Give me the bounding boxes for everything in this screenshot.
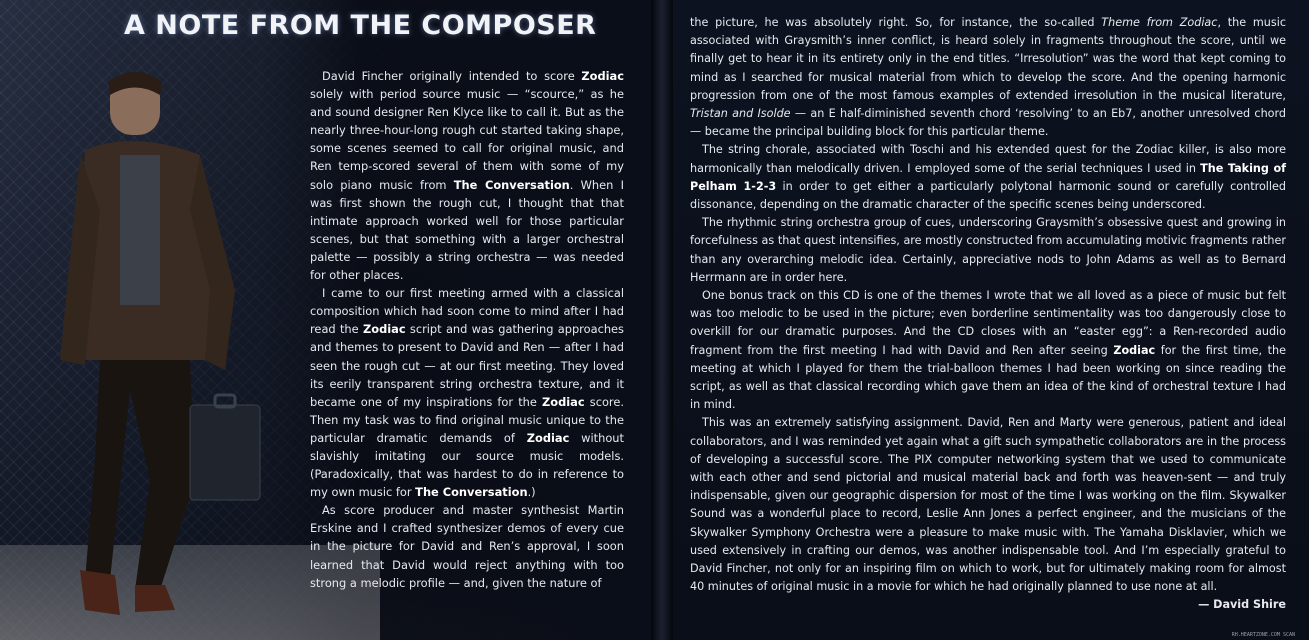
bold-title: The Conversation	[415, 485, 528, 500]
signature: — David Shire	[1198, 597, 1286, 611]
page-title: A NOTE FROM THE COMPOSER	[124, 10, 597, 41]
italic-title: Tristan and Isolde	[690, 107, 791, 121]
bold-title: Zodiac	[362, 322, 406, 337]
bold-title: The Taking of Pelham 1-2-3	[690, 161, 1286, 193]
right-column-text	[690, 14, 1286, 614]
italic-title: Theme from Zodiac	[1101, 16, 1218, 29]
booklet-spine	[651, 0, 673, 640]
composer-photo-figure	[40, 60, 280, 620]
paragraph: This was an extremely satisfying assignment. David, Ren and Marty were generous, patient and ideal collaborators, and I was reminded yet again what a gift such sympathetic collaborators are in the process of developing a successful score. The PIX computer networking system that we used to communicate with each other and send pictorial and musical material back and forth was heaven-sent — and truly indispensable, given our geographic dispersion for most of the time I was working on the film. Skywalker Sound was a wonderful place to record, Leslie Ann Jones a perfect engineer, and the musicians of the Skywalker Symphony Orchestra were a pleasure to make music with. The Yamaha Disklavier, which we used extensively in crafting our demos, was another indispensable tool. And I’m especially grateful to David Fincher, not only for an inspiring film on which to work, but for ultimately making room for almost 40 minutes of original music in a movie for which he had originally planned to use none at all.	[690, 416, 1286, 594]
left-column-text	[310, 67, 624, 592]
bold-title: Zodiac	[1113, 343, 1156, 357]
paragraph: As score producer and master synthesist Martin Erskine and I crafted synthesizer demos of every cue in the picture for David and Ren’s approval, I soon learned that David would reject anything with too strong a melodic profile — and, given the nature of	[310, 503, 624, 590]
paragraph: One bonus track on this CD is one of the themes I wrote that we all loved as a piece of music but felt was too melodic to be used in the picture; even borderline sentimentality was too dangerously close to overkill for our dramatic purposes. And the CD closes with an “easter egg”: a Ren-recorded audio fragment from the first meeting I had with David and Ren after seeing Zodiac for the first time, the meeting at which I played for them the trial-balloon themes I had been working on since reading the script, as well as that classical recording which gave them an idea of the kind of orchestral texture I had in mind.	[690, 289, 1286, 412]
paragraph: I came to our first meeting armed with a classical composition which had soon come to mind after I had read the Zodiac script and was gathering approaches and themes to present to David and Ren — after I had seen the rough cut — at our first meeting. They loved its eerily transparent string orchestra texture, and it became one of my inspirations for the Zodiac score. Then my task was to find original music unique to the particular dramatic demands of Zodiac without slavishly imitating our source music models. (Paradoxically, that was hardest to do in reference to my own music for The Conversation.)	[310, 286, 624, 500]
scan-credit: RH.HEARTZONE.COM SCAN	[1231, 632, 1295, 638]
paragraph: David Fincher originally intended to score Zodiac solely with period source music — “scource,” as he and sound designer Ren Klyce like to call it. But as the nearly three-hour-long rough cut started taking shape, some scenes seemed to call for original music, and Ren temp-scored several of them with some of my solo piano music from The Conversation. When I was first shown the rough cut, I thought that that intimate approach worked well for those particular scenes, but that something with a larger orchestral palette — possibly a string orchestra — was needed for other places.	[310, 69, 624, 283]
bold-title: The Conversation	[453, 177, 570, 192]
left-page	[0, 0, 651, 640]
paragraph: the picture, he was absolutely right. So, for instance, the so-called Theme from Zodiac, the music associated with Graysmith’s inner conflict, is heard solely in fragments throughout the score, until we finally get to hear it in its entirety only in the end titles. “Irresolution” was the word that kept coming to mind as I searched for musical material from which to develop the score. And the opening harmonic progression from one of the most famous examples of extended irresolution in the musical literature, Tristan and Isolde — an E half-diminished seventh chord ‘resolving’ to an Eb7, another unresolved chord — became the principal building block for this particular theme.	[690, 16, 1287, 139]
bold-title: Zodiac	[581, 69, 624, 83]
paragraph: The string chorale, associated with Toschi and his extended quest for the Zodiac killer, is also more harmonically than melodically driven. I employed some of the serial techniques I used in The Taking of Pelham 1-2-3 in order to get either a particularly polytonal harmonic sound or carefully controlled dissonance, depending on the dramatic character of the specific scenes being underscored.	[690, 143, 1287, 212]
bold-title: Zodiac	[526, 430, 570, 445]
paragraph: The rhythmic string orchestra group of cues, underscoring Graysmith’s obsessive quest and growing in forcefulness as that quest intensifies, are mostly constructed from accumulating motivic fragments rather than any overarching melodic idea. Certainly, appreciative nods to John Adams as well as to Bernard Herrmann are in order here.	[690, 216, 1286, 284]
bold-title: Zodiac	[542, 394, 585, 409]
right-page	[673, 0, 1309, 640]
